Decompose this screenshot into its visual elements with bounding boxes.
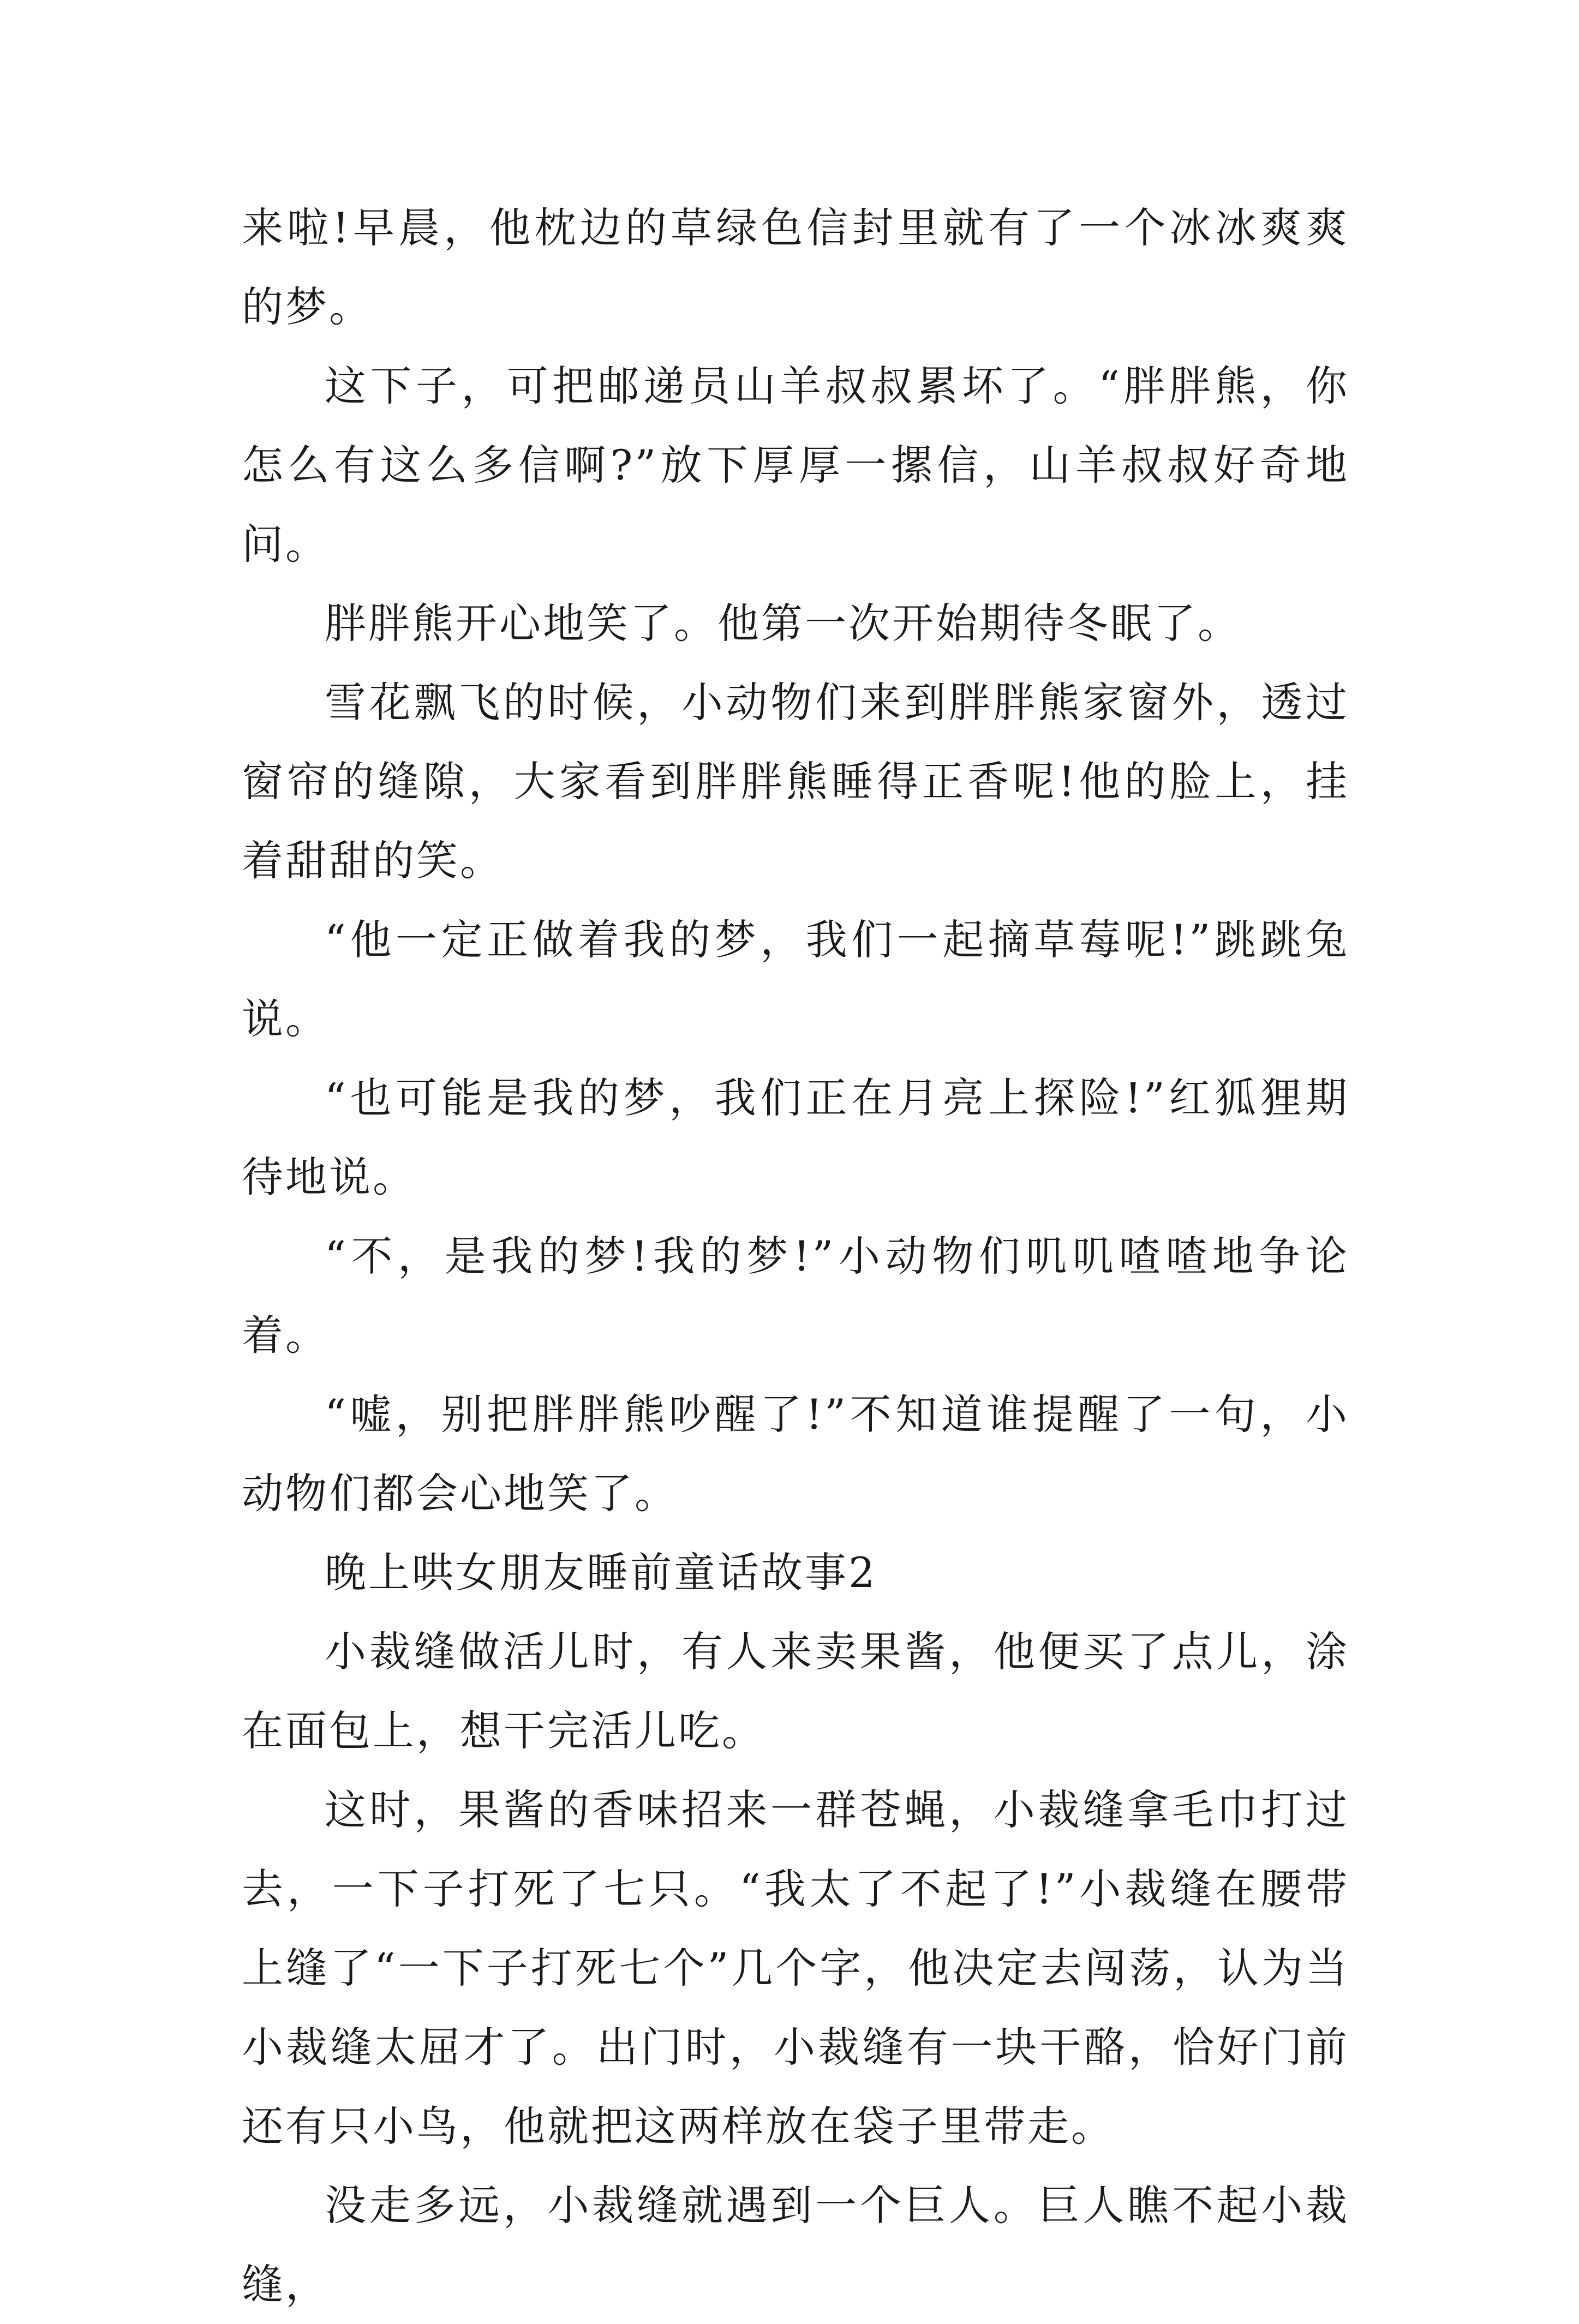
- section-heading: 晚上哄女朋友睡前童话故事2: [325, 1548, 877, 1597]
- paragraph: 这时，果酱的香味招来一群苍蝇，小裁缝拿毛巾打过去，一下子打死了七只。“我太了不起了!”小裁缝在腰带上缝了“一下子打死七个”几个字，他决定去闯荡，认为当小裁缝太屈才了。出门时，小裁缝有一块干酪，恰好门前还有只小鸟，他就把这两样放在袋子里带走。: [242, 1786, 1349, 2151]
- paragraph: 雪花飘飞的时候，小动物们来到胖胖熊家窗外，透过窗帘的缝隙，大家看到胖胖熊睡得正香呢!他的脸上，挂着甜甜的笑。: [242, 678, 1349, 885]
- paragraph: “不，是我的梦!我的梦!”小动物们叽叽喳喳地争论着。: [242, 1232, 1349, 1359]
- paragraph: 胖胖熊开心地笑了。他第一次开始期待冬眠了。: [325, 599, 1241, 648]
- document-body: [242, 188, 1349, 2324]
- paragraph: 小裁缝做活儿时，有人来卖果酱，他便买了点儿，涂在面包上，想干完活儿吃。: [242, 1627, 1349, 1755]
- paragraph: 来啦!早晨，他枕边的草绿色信封里就有了一个冰冰爽爽的梦。: [242, 203, 1349, 331]
- paragraph: “也可能是我的梦，我们正在月亮上探险!”红狐狸期待地说。: [242, 1074, 1349, 1201]
- paragraph: 没走多远，小裁缝就遇到一个巨人。巨人瞧不起小裁缝，: [242, 2181, 1349, 2309]
- paragraph: “他一定正做着我的梦，我们一起摘草莓呢!”跳跳兔说。: [242, 915, 1349, 1043]
- paragraph: “嘘，别把胖胖熊吵醒了!”不知道谁提醒了一句，小动物们都会心地笑了。: [242, 1390, 1349, 1518]
- paragraph: 这下子，可把邮递员山羊叔叔累坏了。“胖胖熊，你怎么有这么多信啊?”放下厚厚一摞信，山羊叔叔好奇地问。: [242, 362, 1349, 568]
